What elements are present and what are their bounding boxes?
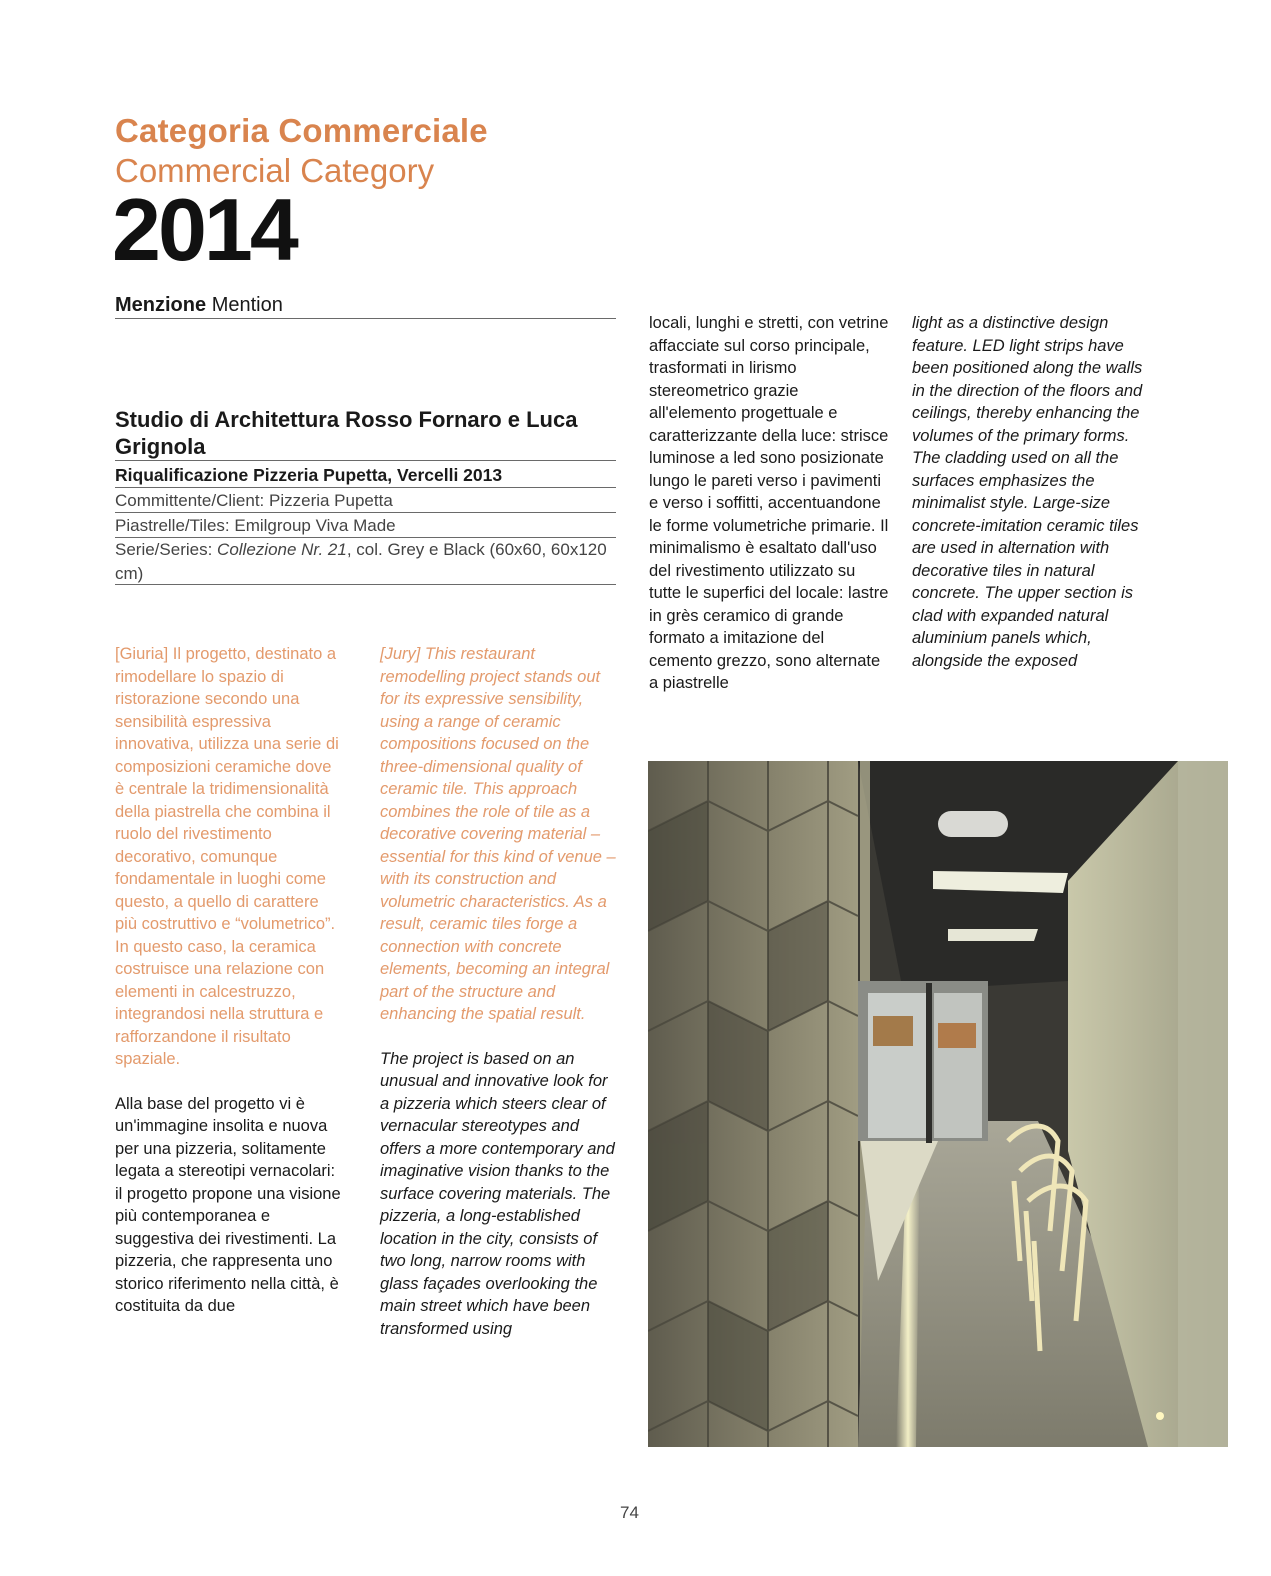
- series-name: Collezione Nr. 21: [217, 540, 347, 559]
- column-italian-1: [115, 643, 343, 1318]
- credit-series: [115, 538, 615, 586]
- credit-client: Committente/Client: Pizzeria Pupetta: [115, 491, 393, 510]
- column-italian-2: [649, 312, 889, 695]
- body-text-en-1: The project is based on an unusual and innovative look for a pizzeria which steers clear of vernacular stereotypes and offers a more contemporary and imaginative vision thanks to the surface covering materials. The pizzeria, a long-established location in the city, consists of two long, narrow rooms with glass façades overlooking the main street which have been transformed using: [380, 1049, 615, 1338]
- mention-en: Mention: [211, 294, 283, 316]
- pizzeria-interior-photo: [648, 761, 1228, 1447]
- jury-text-it: [Giuria] Il progetto, destinato a rimodellare lo spazio di ristorazione secondo una sensibilità espressiva innovativa, utilizza una serie di composizioni ceramiche dove è centrale la tridimensionalità della piastrella che combina il ruolo del rivestimento decorativo, comunque fondamentale in luoghi come questo, a quello di carattere più costruttivo e “volumetrico”. In questo caso, la ceramica costruisce una relazione con elementi in calcestruzzo, integrandosi nella struttura e rafforzandone il risultato spaziale.: [115, 645, 339, 1068]
- divider-studio: [115, 460, 616, 461]
- award-mention: [115, 294, 283, 317]
- jury-text-en: [Jury] This restaurant remodelling project stands out for its expressive sensibility, using a range of ceramic compositions focused on the three-dimensional quality of ceramic tile. This approach combines the role of tile as a decorative covering material – essential for this kind of venue – with its construction and volumetric characteristics. As a result, ceramic tiles forge a connection with concrete elements, becoming an integral part of the structure and enhancing the spatial result.: [380, 645, 616, 1023]
- credit-tiles: Piastrelle/Tiles: Emilgroup Viva Made: [115, 516, 396, 535]
- mention-it: Menzione: [115, 294, 207, 316]
- divider-project: [115, 487, 616, 488]
- series-details: , col. Grey e Black (60x60, 60x120 cm): [115, 540, 607, 583]
- category-title-en: Commercial Category: [115, 152, 435, 189]
- column-english-1: [380, 643, 616, 1340]
- project-title: Riqualificazione Pizzeria Pupetta, Vercelli 2013: [115, 465, 503, 485]
- divider-client: [115, 512, 616, 513]
- body-text-en-2: light as a distinctive design feature. LED light strips have been positioned along the walls in the direction of the floors and ceilings, thereby enhancing the volumes of the primary forms. The cladding used on all the surfaces emphasizes the minimalist style. Large-size concrete-imitation ceramic tiles are used in alternation with decorative tiles in natural concrete. The upper section is clad with expanded natural aluminium panels which, alongside the exposed: [912, 314, 1143, 670]
- divider-mention: [115, 318, 616, 319]
- body-text-it-1: Alla base del progetto vi è un'immagine insolita e nuova per una pizzeria, solitamente legata a stereotipi vernacolari: il progetto propone una visione più contemporanea e suggestiva dei rivestimenti. La pizzeria, che rappresenta uno storico riferimento nella città, è costituita da due: [115, 1094, 341, 1315]
- column-english-2: [912, 312, 1152, 672]
- divider-series: [115, 584, 616, 585]
- body-text-it-2: locali, lunghi e stretti, con vetrine affacciate sul corso principale, trasformati in lirismo stereometrico grazie all'elemento progettuale e caratterizzante della luce: strisce luminose a led sono posizionate lungo le pareti verso i pavimenti e verso i soffitti, accentuandone le forme volumetriche primarie. Il minimalismo è esaltato dall'uso del rivestimento utilizzato su tutte le superfici del locale: lastre in grès ceramico di grande formato a imitazione del cemento grezzo, sono alternate a piastrelle: [649, 314, 889, 692]
- series-label: Serie/Series:: [115, 540, 218, 559]
- page-number: 74: [620, 1503, 639, 1522]
- year-heading: 2014: [112, 180, 296, 279]
- category-title-it: Categoria Commerciale: [115, 112, 488, 149]
- studio-name: Studio di Architettura Rosso Fornaro e Luca Grignola: [115, 407, 578, 459]
